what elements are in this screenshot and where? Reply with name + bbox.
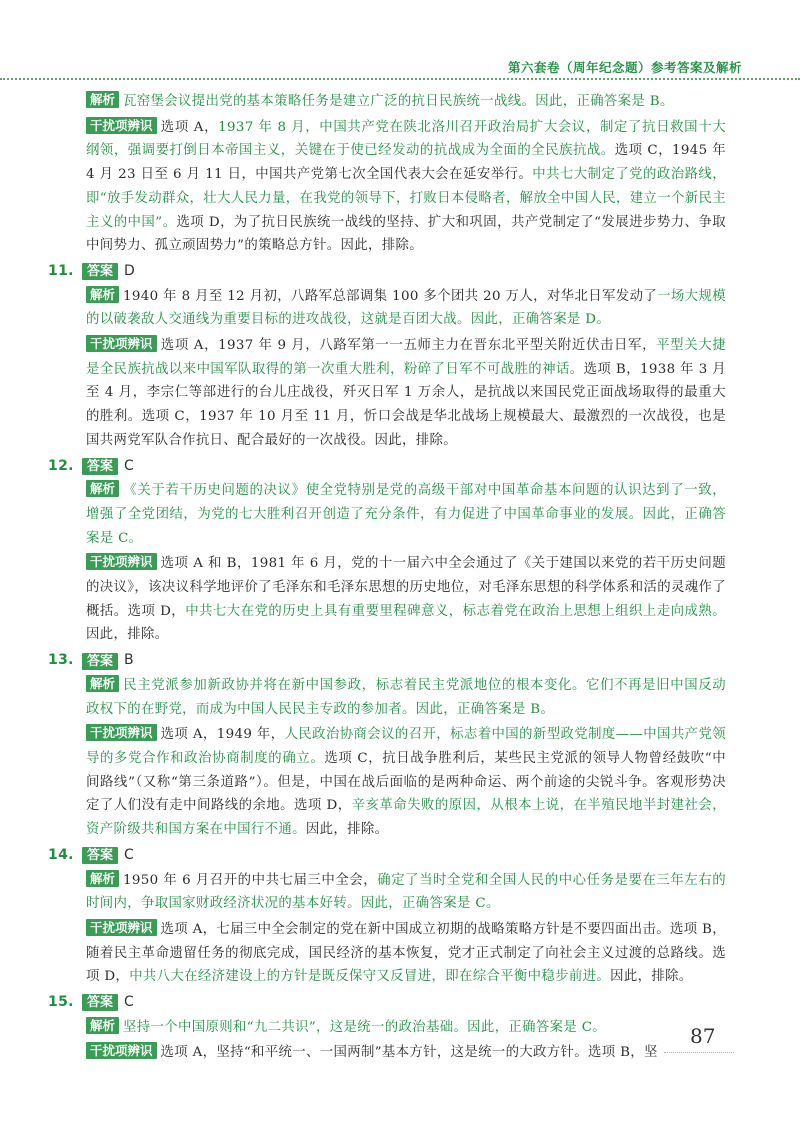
distractor-highlight: 中共七大在党的历史上具有重要里程碑意义，标志着党在政治上思想上组织上走向成熟。 [185, 603, 726, 619]
distractor-text: 因此，排除。 [86, 627, 169, 643]
answer-tag: 答案 [82, 994, 118, 1011]
answer-tag: 答案 [82, 458, 118, 475]
distractor-paragraph [86, 723, 726, 842]
analysis-paragraph [86, 674, 726, 721]
distractor-text: 选项 A，七届三中全会制定的党在新中国成立初期的战略策略方针是不要四面出击。选项 B，随着民主革命遗留任务的彻底完成，国民经济的基本恢复，党才正式制定了向社会主义过渡的总路线。选项 D， [86, 921, 726, 985]
distractor-highlight: 平型关大捷是全民族抗战以来中国军队取得的第一次重大胜利，粉碎了日军不可战胜的神话。 [86, 338, 727, 377]
answer-explanations [48, 90, 727, 1067]
analysis-paragraph [86, 90, 726, 114]
distractor-tag: 干扰项辨识 [86, 117, 157, 134]
answer-value: C [124, 846, 135, 863]
distractor-paragraph [86, 334, 726, 453]
analysis-conclusion: 因此，正确答案是 C。 [360, 896, 500, 912]
distractor-paragraph [86, 116, 726, 258]
analysis-tag: 解析 [86, 675, 119, 692]
distractor-text: 选项 C，抗日战争胜利后，某些民主党派的领导人物曾经鼓吹“中间路线”（又称“第三条道路”）。但是，中国在战后面临的是两种命运、两个前途的尖锐斗争。客观形势决定了人们没有走中间路线的余地。选项 D， [86, 750, 726, 814]
distractor-highlight: 辛亥革命失败的原因，从根本上说，在半殖民地半封建社会，资产阶级共和国方案在中国行不通。 [86, 798, 726, 838]
distractor-paragraph [86, 1041, 726, 1065]
analysis-text: 《关于若干历史问题的决议》使全党特别是党的高级干部对中国革命基本问题的认识达到了一致，增强了全党团结，为党的七大胜利召开创造了充分条件，有力促进了中国革命事业的发展。因此，正确答案是 C。 [86, 483, 726, 546]
distractor-text: 选项 A 和 B，1981 年 6 月，党的十一届六中全会通过了《关于建国以来党的若干历史问题的决议》，该决议科学地评价了毛泽东和毛泽东思想的历史地位，对毛泽东思想的科学体系和活的灵魂作了概括。选项 D， [86, 556, 726, 619]
answer-value: C [124, 994, 135, 1011]
answer-row [48, 455, 726, 479]
distractor-highlight: 中共八大在经济建设上的方针是既反保守又反冒进，即在综合平衡中稳步前进。 [129, 969, 611, 985]
answer-tag: 答案 [82, 653, 118, 670]
question-15-explanation [48, 991, 726, 1065]
analysis-paragraph [86, 285, 726, 332]
answer-value: C [124, 457, 135, 474]
distractor-text: 选项 B，1938 年 3 月至 4 月，李宗仁等部进行的台儿庄战役，歼灭日军 1 万余人，是抗战以来国民党正面战场取得的最重大的胜利。选项 C，1937 年 10 月至 11 月，忻口会战是华北战场上规模最大、最激烈的一次战役，也是国共两党军队合作抗日、配合最好的一次战役。因此，排除。 [86, 361, 726, 448]
answer-tag: 答案 [82, 263, 118, 280]
question-number: 14. [48, 846, 74, 863]
analysis-text: 坚持一个中国原则和“九二共识”，这是统一的政治基础。因此，正确答案是 C。 [123, 1019, 607, 1035]
answer-row [48, 260, 726, 284]
question-10-explanation [86, 90, 726, 258]
question-12-explanation [48, 455, 726, 648]
analysis-highlight: 一场大规模的以破袭敌人交通线为重要目标的进攻战役，这就是百团大战。 [86, 288, 726, 328]
analysis-tag: 解析 [86, 286, 119, 303]
distractor-text: 因此，排除。 [305, 822, 389, 838]
analysis-tag: 解析 [86, 91, 119, 108]
distractor-tag: 干扰项辨识 [86, 335, 157, 352]
answer-row [48, 991, 726, 1015]
analysis-highlight: 确定了当时全党和全国人民的中心任务是要在三年左右的时间内，争取国家财政经济状况的基本好转。 [86, 872, 726, 912]
analysis-text: 瓦窑堡会议提出党的基本策略任务是建立广泛的抗日民族统一战线。因此，正确答案是 B。 [123, 94, 674, 109]
analysis-conclusion: 因此，正确答案是 D。 [470, 312, 611, 328]
analysis-tag: 解析 [86, 1017, 119, 1034]
question-11-explanation [48, 260, 727, 453]
analysis-paragraph [86, 869, 726, 916]
distractor-tag: 干扰项辨识 [86, 919, 157, 936]
footer-divider [664, 1052, 734, 1053]
distractor-paragraph [86, 552, 726, 647]
answer-row [48, 649, 726, 673]
question-13-explanation [48, 649, 726, 842]
analysis-paragraph [86, 479, 726, 550]
question-number: 11. [48, 262, 74, 279]
distractor-text: 选项 A， [160, 119, 219, 135]
answer-value: B [124, 652, 134, 669]
analysis-tag: 解析 [86, 480, 119, 497]
analysis-paragraph [86, 1016, 726, 1040]
distractor-text: 选项 C，1945 年 4 月 23 日至 6 月 11 日，中国共产党第七次全国代表大会在延安举行。 [86, 143, 727, 183]
answer-value: D [124, 262, 136, 279]
running-header-title: 第六套卷（周年纪念题）参考答案及解析 [507, 60, 742, 75]
question-14-explanation [48, 844, 726, 989]
analysis-conclusion: 因此，正确答案是 B。 [415, 701, 555, 717]
distractor-tag: 干扰项辨识 [86, 1042, 157, 1059]
analysis-text: 1950 年 6 月召开的中共七届三中全会， [123, 872, 378, 888]
page-number: 87 [690, 1024, 716, 1048]
question-number: 13. [48, 652, 74, 669]
distractor-highlight: 1937 年 8 月，中国共产党在陕北洛川召开政治局扩大会议，制定了抗日救国十大纲领，强调要打倒日本帝国主义，关键在于使已经发动的抗战成为全面的全民族抗战。 [86, 119, 726, 159]
distractor-tag: 干扰项辨识 [86, 724, 157, 741]
distractor-text: 因此，排除。 [610, 969, 693, 985]
question-number: 12. [48, 457, 74, 474]
question-number: 15. [48, 994, 74, 1011]
answer-row [48, 844, 726, 868]
analysis-text: 民主党派参加新政协并将在新中国参政，标志着民主党派地位的根本变化。它们不再是旧中国反动政权下的在野党，而成为中国人民民主专政的参加者。 [86, 677, 726, 717]
distractor-highlight: 中共七大制定了党的政治路线，即“放手发动群众，壮大人民力量，在我党的领导下，打败日本侵略者，解放全中国人民，建立一个新民主主义的中国”。 [86, 167, 727, 230]
answer-tag: 答案 [82, 847, 118, 864]
analysis-text: 1940 年 8 月至 12 月初，八路军总部调集 100 多个团共 20 万人，对华北日军发动了 [123, 288, 658, 304]
distractor-highlight: 人民政治协商会议的召开，标志着中国的新型政党制度——中国共产党领导的多党合作和政治协商制度的确立。 [86, 727, 726, 766]
distractor-text: 选项 A，1937 年 9 月，八路军第一一五师主力在晋东北平型关附近伏击日军， [160, 338, 657, 354]
distractor-text: 选项 A，坚持“和平统一、一国两制”基本方针，这是统一的大政方针。选项 B，坚 [160, 1045, 658, 1061]
distractor-tag: 干扰项辨识 [86, 553, 157, 570]
distractor-text: 选项 A，1949 年， [160, 727, 285, 743]
header-divider [0, 78, 800, 80]
analysis-tag: 解析 [86, 870, 119, 887]
distractor-text: 选项 D，为了抗日民族统一战线的坚持、扩大和巩固，共产党制定了“发展进步势力、争取中间势力、孤立顽固势力”的策略总方针。因此，排除。 [86, 214, 727, 254]
distractor-paragraph [86, 918, 726, 989]
